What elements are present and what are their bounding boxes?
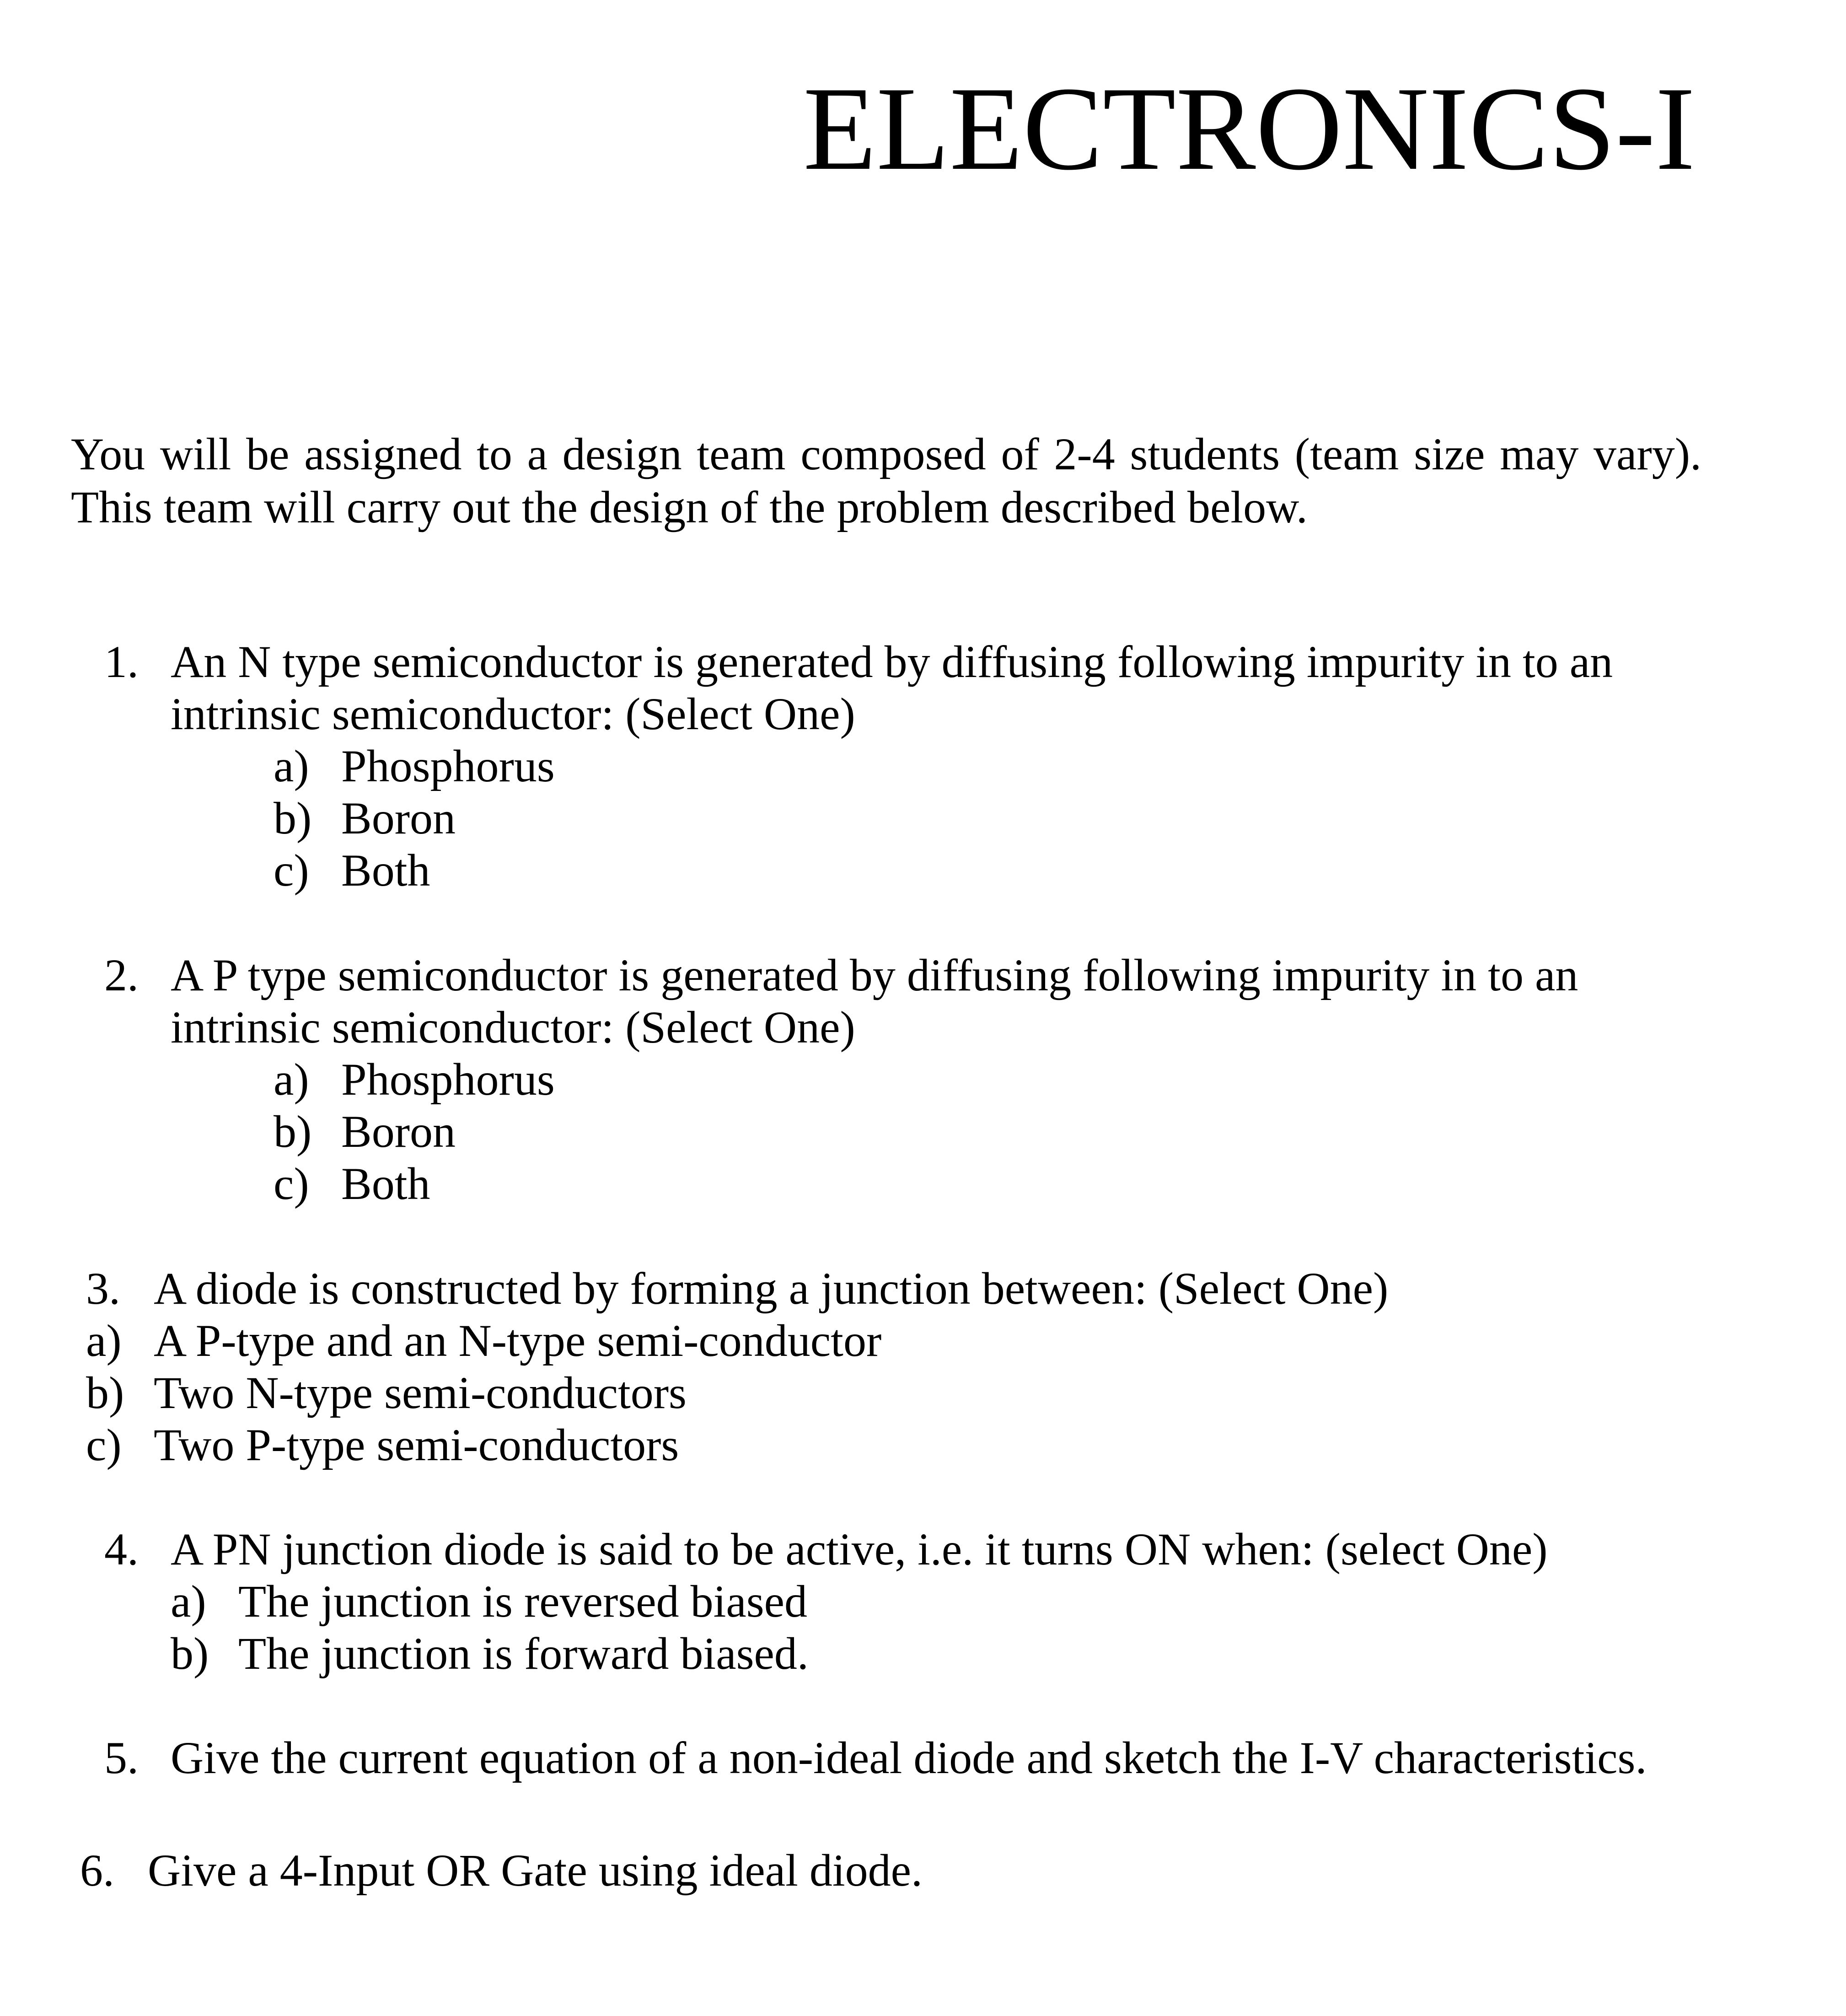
question-text-line-1: Give the current equation of a non-ideal diode and sketch the I-V characteristics. — [171, 1732, 1647, 1783]
option-text: Boron — [341, 1106, 456, 1157]
option-label: b) — [86, 1367, 124, 1418]
question-text-line-1: A diode is constructed by forming a junction between: (Select One) — [154, 1263, 1389, 1314]
option-label: a) — [171, 1576, 206, 1627]
option-label: b) — [171, 1628, 209, 1679]
question-text-line-1: Give a 4-Input OR Gate using ideal diode. — [148, 1845, 923, 1896]
option-text: The junction is forward biased. — [238, 1628, 809, 1679]
question-number: 5. — [104, 1732, 139, 1783]
option-label: a) — [86, 1315, 122, 1366]
option-label: a) — [274, 741, 309, 791]
question-number: 6. — [80, 1845, 114, 1896]
option-label: a) — [274, 1054, 309, 1105]
option-label: b) — [274, 1106, 312, 1157]
option-label: c) — [274, 1158, 309, 1209]
question-text-line-2: intrinsic semiconductor: (Select One) — [171, 688, 855, 739]
intro-line-1: You will be assigned to a design team composed of 2-4 students (team size may vary). — [71, 429, 1701, 479]
option-text: Two P-type semi-conductors — [154, 1419, 679, 1470]
question-number: 2. — [104, 950, 139, 1000]
option-text: A P-type and an N-type semi-conductor — [154, 1315, 882, 1366]
option-text: Phosphorus — [341, 1054, 555, 1105]
intro-line-2: This team will carry out the design of the problem described below. — [71, 482, 1308, 532]
question-text-line-2: intrinsic semiconductor: (Select One) — [171, 1002, 855, 1053]
option-text: Two N-type semi-conductors — [154, 1367, 687, 1418]
question-number: 1. — [104, 636, 139, 687]
option-label: b) — [274, 793, 312, 844]
question-number: 3. — [86, 1263, 120, 1314]
page-title: ELECTRONICS-I — [803, 62, 1696, 195]
option-text: Both — [341, 1158, 430, 1209]
option-text: Phosphorus — [341, 741, 555, 791]
question-text-line-1: A P type semiconductor is generated by diffusing following impurity in to an — [171, 950, 1578, 1000]
option-label: c) — [86, 1419, 122, 1470]
option-text: Both — [341, 845, 430, 896]
question-text-line-1: An N type semiconductor is generated by diffusing following impurity in to an — [171, 636, 1613, 687]
question-text-line-1: A PN junction diode is said to be active, i.e. it turns ON when: (select One) — [171, 1524, 1548, 1575]
option-text: The junction is reversed biased — [238, 1576, 808, 1627]
option-text: Boron — [341, 793, 456, 844]
intro-paragraph — [71, 428, 1717, 534]
option-label: c) — [274, 845, 309, 896]
question-number: 4. — [104, 1524, 139, 1575]
